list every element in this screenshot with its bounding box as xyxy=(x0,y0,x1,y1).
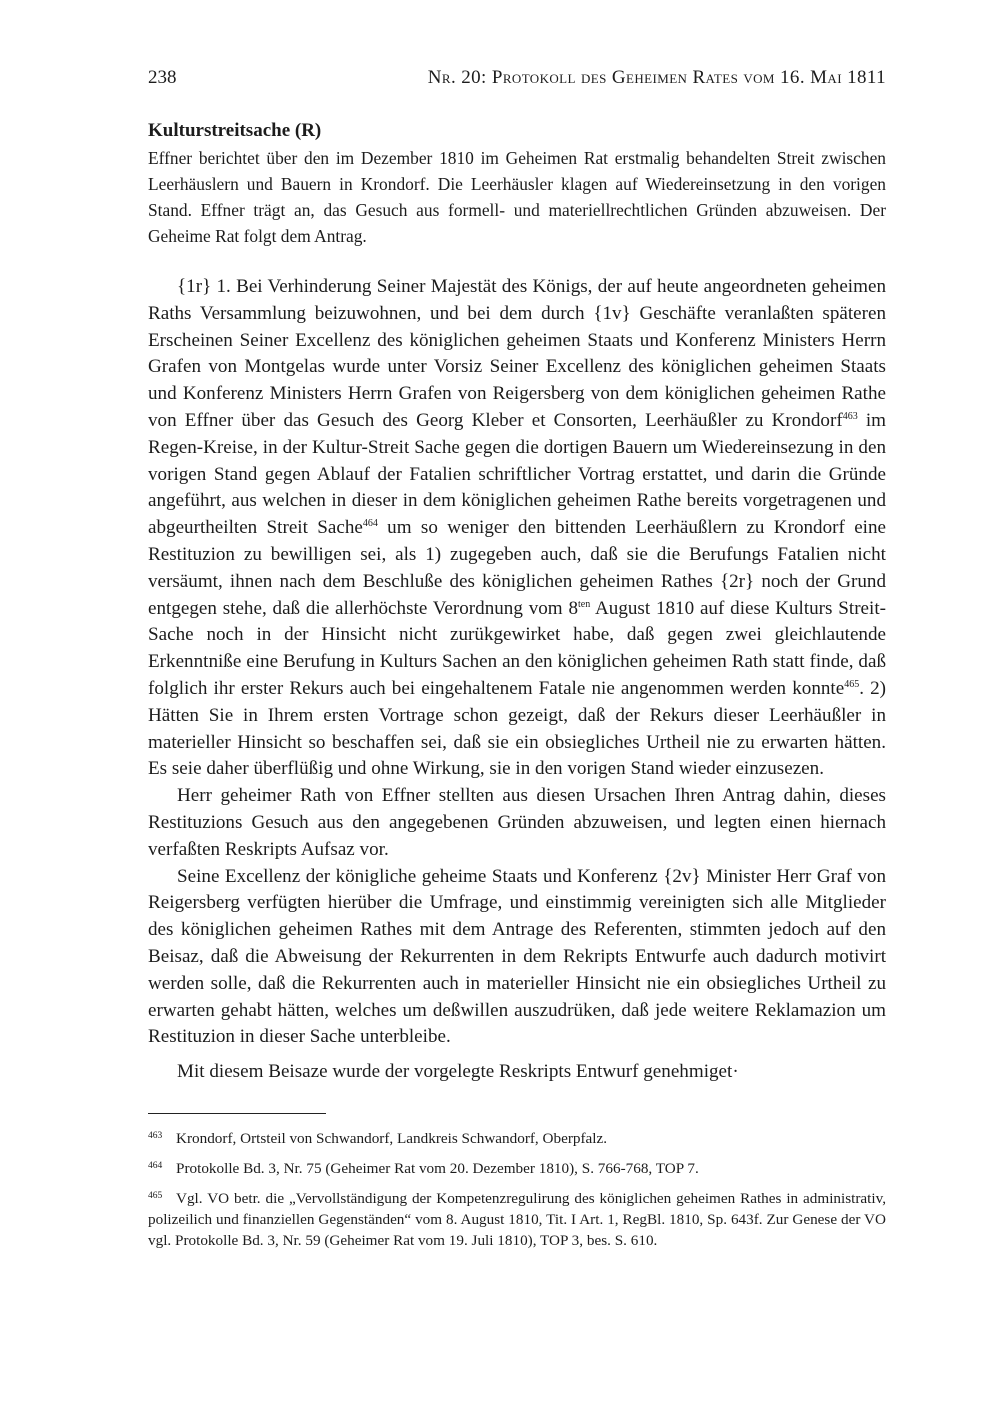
body-paragraph-3: Seine Excellenz der königliche geheime Staats und Konferenz {2v} Minister Herr Graf von Reigersberg verfügten hierüber die Umfrage, und einstimmig vereinigten sich alle Mitglieder des königlichen geheimen Rathes mit dem Antrage des Referenten, stimmten jedoch auf den Beisaz, daß die Abweisung der Rekurrenten in dem Rekripts Entwurfe auch dadurch motivirt werden solle, daß die Rekurrenten auch in materieller Hinsicht nie ein obsiegliches Urtheil zu erwarten gehabt hätten, welches um deßwillen auszudrüken, daß jede weitere Reklamazion um Restituzion in dieser Sache unterbleibe. xyxy=(148,865,886,1048)
body-paragraph-1 xyxy=(148,274,886,783)
protocol-body xyxy=(148,274,886,1086)
page-number: 238 xyxy=(148,67,177,88)
footnote-ref-465[interactable]: 465 xyxy=(844,678,860,690)
body-text: August 1810 auf diese Kulturs Streit-Sache noch in der Hinsicht nicht zurükgewirket habe, daß gegen zwei gleichlautende Erkenntniße eine Berufung in Kulturs Sachen an den königlichen geheimen Rath statt finde, daß folglich ihr erster Rekurs auch bei eingehaltenem Fatale nie angenommen werden konnte xyxy=(148,597,887,699)
section-summary: Effner berichtet über den im Dezember 1810 im Geheimen Rat erstmalig behandelten Streit zwischen Leerhäuslern und Bauern in Krondorf. Die Leerhäusler klagen auf Wiedereinsetzung in den vorigen Stand. Effner trägt an, das Gesuch aus formell- und materiellrechtlichen Gründen abzuweisen. Der Geheime Rat folgt dem Antrag. xyxy=(148,148,886,246)
section-title: Kulturstreitsache (R) xyxy=(148,120,322,141)
running-title: Nr. 20: Protokoll des Geheimen Rates vom 16. Mai 1811 xyxy=(427,67,886,88)
body-text: im Regen-Kreise, in der Kultur-Streit Sache gegen die dortigen Bauern um Wiedereinsezung in den vorigen Stand gegen Ablauf der Fatalien schriftlicher Vortrag erstattet, und darin die Gründe angeführt, aus welchen in dieser in dem königlichen geheimen Rathe bereits vorgetragenen und abgeurtheilten Streit Sache xyxy=(148,409,886,539)
ordinal-superscript: ten xyxy=(578,598,591,610)
body-text: um so weniger den bittenden Leerhäußlern zu Krondorf eine Restituzion zu bewilligen sei, als 1) zugegeben auch, daß sie die Berufungs Fatalien nicht versäumt, ihnen nach dem Beschluße des königlichen geheimen Rathes {2r} noch der Grund entgegen stehe, daß die allerhöchste Verordnung vom 8 xyxy=(148,517,886,619)
footnote-text: Krondorf, Ortsteil von Schwandorf, Landkreis Schwandorf, Oberpfalz. xyxy=(176,1130,608,1147)
footnote-464: 464 Protokolle Bd. 3, Nr. 75 (Geheimer Rat vom 20. Dezember 1810), S. 766-768, TOP 7. xyxy=(148,1160,699,1177)
running-header xyxy=(148,66,886,90)
footnote-text: Vgl. VO betr. die „Vervollständigung der Kompetenzregulirung des königlichen geheimen Rathes in administrativ, polizeilich und finanziellen Gegenständen“ vom 8. August 1810, Tit. I Art. 1, RegBl. 1810, Sp. 643f. Zur Genese der VO vgl. Protokolle Bd. 3, Nr. 59 (Geheimer Rat vom 19. Juli 1810), TOP 3, bes. S. 610. xyxy=(148,1190,886,1249)
footnote-divider xyxy=(148,1113,326,1114)
footnotes xyxy=(148,1128,886,1260)
footnote-text: Protokolle Bd. 3, Nr. 75 (Geheimer Rat vom 20. Dezember 1810), S. 766-768, TOP 7. xyxy=(176,1160,699,1177)
footnote-463: 463 Krondorf, Ortsteil von Schwandorf, Landkreis Schwandorf, Oberpfalz. xyxy=(148,1130,608,1147)
footnote-ref-463[interactable]: 463 xyxy=(842,410,858,422)
body-paragraph-4: Mit diesem Beisaze wurde der vorgelegte Reskripts Entwurf genehmiget· xyxy=(177,1061,739,1083)
footnote-ref-464[interactable]: 464 xyxy=(362,518,378,530)
body-paragraph-2: Herr geheimer Rath von Effner stellten aus diesen Ursachen Ihren Antrag dahin, dieses Restituzions Gesuch aus den angegebenen Gründen abzuweisen, und legten einen hiernach verfaßten Reskripts Aufsaz vor. xyxy=(148,785,886,860)
body-text: {1r} 1. Bei Verhinderung Seiner Majestät des Königs, der auf heute angeordneten geheimen Raths Versammlung beizuwohnen, und bei dem durch {1v} Geschäfte veranlaßten späteren Erscheinen Seiner Excellenz des königlichen geheimen Staats und Konferenz Ministers Herrn Grafen von Montgelas wurde unter Vorsiz Seiner Excellenz des königlichen geheimen Staats und Konferenz Ministers Herrn Grafen von Reigersberg von dem königlichen geheimen Rathe von Effner über das Gesuch des Georg Kleber et Consorten, Leerhäußler zu Krondorf xyxy=(148,276,886,431)
footnote-465: 465 Vgl. VO betr. die „Vervollständigung der Kompetenzregulirung des königlichen geheimen Rathes in administrativ, polizeilich und finanziellen Gegenständen“ vom 8. August 1810, Tit. I Art. 1, RegBl. 1810, Sp. 643f. Zur Genese der VO vgl. Protokolle Bd. 3, Nr. 59 (Geheimer Rat vom 19. Juli 1810), TOP 3, bes. S. 610. xyxy=(148,1190,886,1249)
body-text: . 2) Hätten Sie in Ihrem ersten Vortrage schon gezeigt, daß der Rekurs dieser Leerhäußler in materieller Hinsicht so beschaffen sei, daß sie ein obsiegliches Urtheil nie zu erwarten hätten. Es seie daher überflüßig und ohne Wirkung, sie in den vorigen Stand wieder einzusezen. xyxy=(148,677,887,780)
